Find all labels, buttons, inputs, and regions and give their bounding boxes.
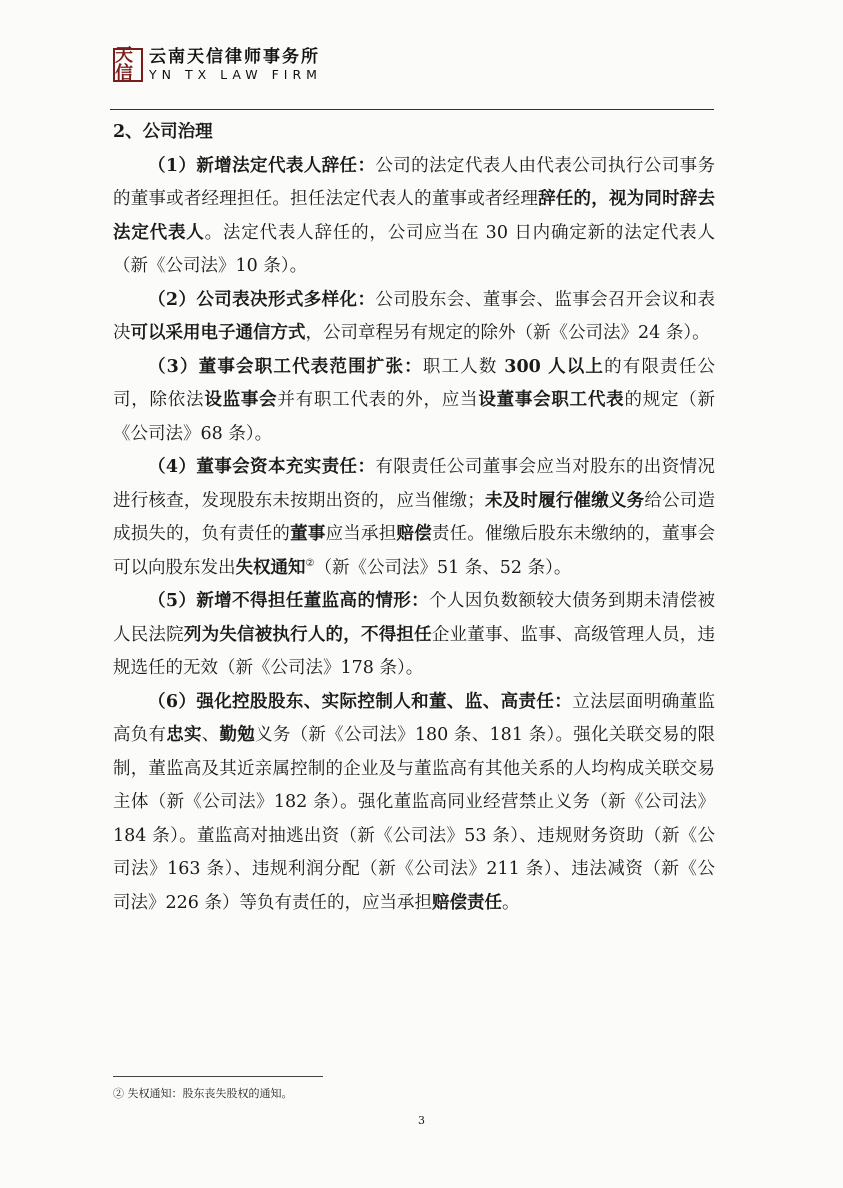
emphasis-text: 可以采用电子通信方式 (130, 323, 306, 343)
emphasis-text: 未及时履行催缴义务 (484, 490, 645, 511)
emphasis-text: （4）董事会资本充实责任： (148, 457, 376, 477)
footnote-divider (113, 1076, 323, 1077)
page-number: 3 (418, 1114, 425, 1127)
header-divider (110, 109, 714, 110)
body-text: 立法层面明确董监高负有 (113, 691, 715, 745)
paragraph-item (113, 351, 715, 452)
body-text: 并有职工代表的外，应当 (277, 390, 479, 410)
emphasis-text: （2）公司表决形式多样化： (148, 289, 376, 310)
page-body (113, 116, 715, 920)
emphasis-text: 300 人以上 (504, 356, 605, 377)
footnote-marker: ② (113, 1087, 124, 1100)
body-text: （新《公司法》51 条、52 条）。 (314, 557, 572, 578)
emphasis-text: 列为失信被执行人的，不得担任 (183, 624, 432, 645)
emphasis-text: 忠实 (166, 725, 202, 745)
body-text: 责任。催缴后股东未缴纳的，董事会可以向股东发出 (113, 524, 716, 578)
body-text: 。 (501, 892, 520, 913)
emphasis-text: （6）强化控股股东、实际控制人和董、监、高责任： (148, 691, 573, 712)
body-text: 的规定（新《公司法》68 条）。 (113, 390, 715, 444)
firm-name-cn: 云南天信律师事务所 (149, 47, 320, 67)
paragraph-item (113, 451, 715, 585)
footnote-ref: ② (305, 557, 315, 569)
body-text: 的有限责任公司，除依法 (113, 356, 716, 410)
body-text: 公司的法定代表人由代表公司执行公司事务的董事或者经理担任。担任法定代表人的董事或者经理 (113, 155, 715, 209)
emphasis-text: 设监事会 (204, 390, 278, 410)
section-title: 2、公司治理 (113, 122, 213, 142)
emphasis-text: 董事 (290, 524, 326, 544)
paragraph-item (113, 284, 715, 351)
emphasis-text: （3）董事会职工代表范围扩张： (148, 356, 423, 377)
body-text: ，公司章程另有规定的除外（新《公司法》24 条）。 (305, 323, 710, 343)
emphasis-text: 赔偿责任 (431, 892, 502, 913)
body-text: 职工人数 (422, 356, 505, 377)
emphasis-text: （1）新增法定代表人辞任： (148, 155, 376, 176)
body-text: 。法定代表人辞任的，公司应当在 30 日内确定新的法定代表人（新《公司法》10 条）。 (113, 222, 715, 276)
firm-logo-icon: 天信 (113, 48, 143, 82)
firm-name (149, 47, 322, 82)
paragraph-item (113, 150, 715, 284)
emphasis-text: 勤勉 (219, 725, 256, 745)
paragraph-item (113, 686, 715, 921)
body-text: 义务（新《公司法》180 条、181 条）。强化关联交易的限制，董监高及其近亲属控制的企业及与董监高有其他关系的人均构成关联交易主体（新《公司法》182 条）。强化董监高同业经营禁止义务（新《公司法》184 条）。董监高对抽逃出资（新《公司法》53 条）、违规财务资助（新《公司法》163 条）、违规利润分配（新《公司法》211 条）、违法减资（新《公司法》226 条）等负有责任的，应当承担 (113, 725, 716, 913)
body-text: 给公司造成损失的，负有责任的 (113, 490, 716, 544)
body-text: 应当承担 (325, 524, 397, 544)
body-text: 、 (201, 725, 220, 745)
body-text: 企业董事、监事、高级管理人员，违规选任的无效（新《公司法》178 条）。 (113, 624, 716, 678)
paragraph-list (113, 150, 715, 921)
emphasis-text: 赔偿 (396, 524, 432, 544)
body-text: 有限责任公司董事会应当对股东的出资情况进行核查，发现股东未按期出资的，应当催缴； (113, 457, 715, 511)
emphasis-text: 失权通知 (235, 557, 306, 578)
body-text: 公司股东会、董事会、监事会召开会议和表决 (113, 289, 715, 343)
footnote-text: 失权通知：股东丧失股权的通知。 (124, 1087, 293, 1100)
emphasis-text: 设董事会职工代表 (478, 390, 625, 410)
body-text: 个人因负数额较大债务到期未清偿被人民法院 (113, 591, 715, 645)
emphasis-text: 辞任的，视为同时辞去法定代表人 (113, 189, 716, 243)
footnote (113, 1086, 293, 1102)
firm-logo (113, 44, 322, 84)
emphasis-text: （5）新增不得担任董监高的情形： (148, 591, 430, 611)
firm-name-en: YN TX LAW FIRM (149, 67, 322, 82)
paragraph-item (113, 585, 715, 686)
